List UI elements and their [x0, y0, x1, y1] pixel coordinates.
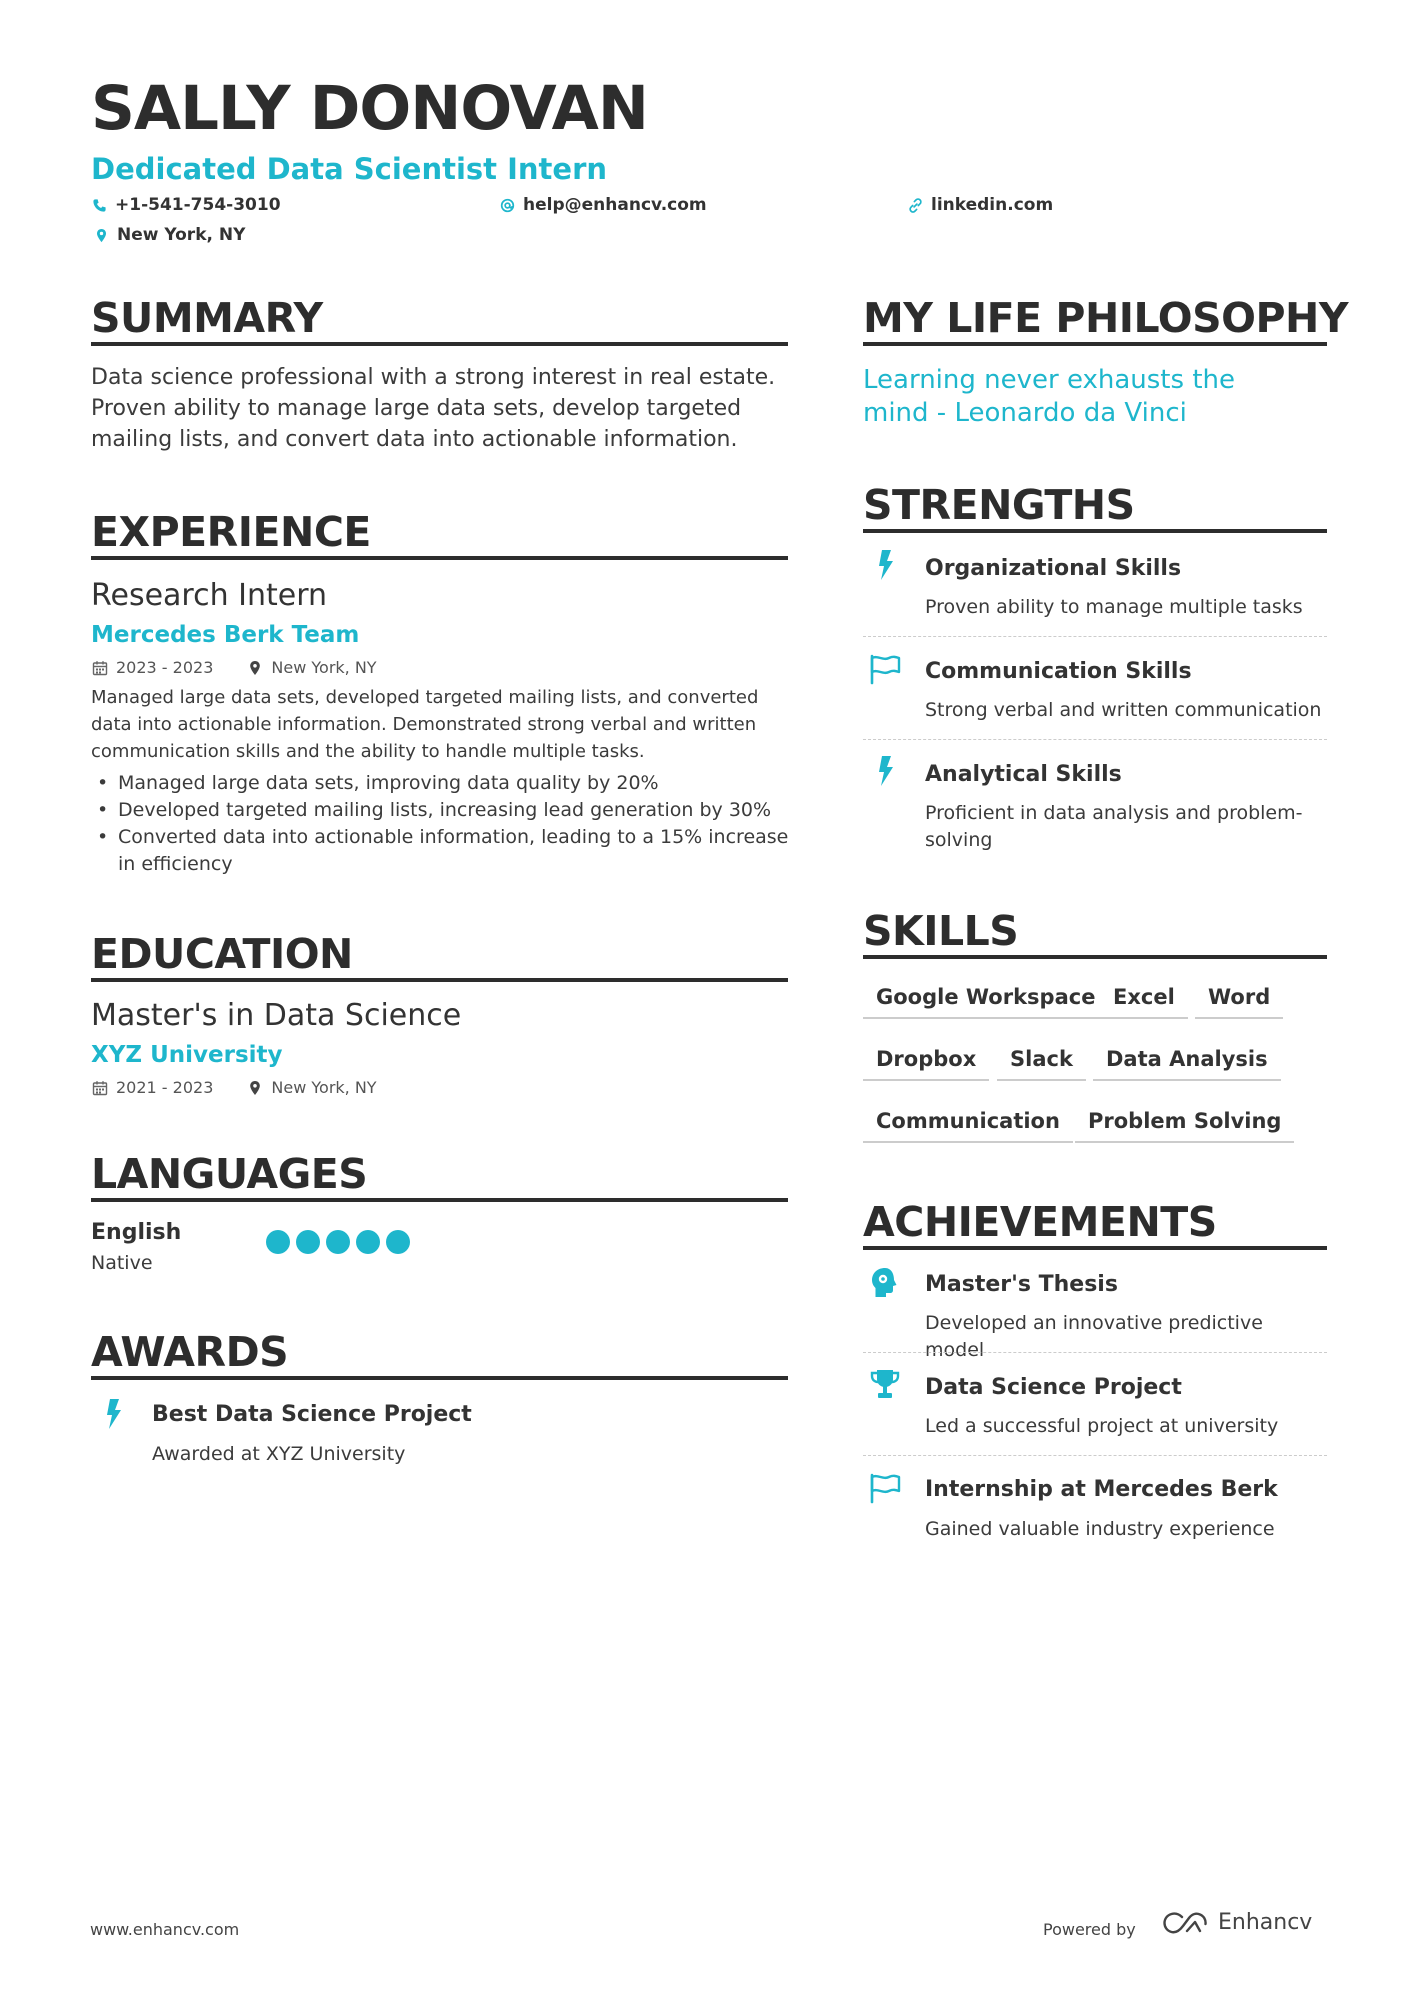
award-desc: Awarded at XYZ University [152, 1443, 406, 1465]
awards-rule [91, 1376, 788, 1380]
education-location: New York, NY [271, 1078, 377, 1097]
divider [863, 739, 1327, 740]
languages-rule [91, 1198, 788, 1202]
trophy-icon [868, 1367, 902, 1401]
strength-desc: Strong verbal and written communication [925, 699, 1322, 721]
strengths-rule [863, 529, 1327, 533]
job-description: Managed large data sets, developed targeted mailing lists, and converted data into actionable information. Demonstrated strong verbal and written communication skills and the ability to handle multiple tasks. [91, 687, 759, 762]
language-name: English [91, 1220, 182, 1245]
enhancv-logo[interactable] [1162, 1910, 1312, 1935]
bolt-icon [870, 754, 904, 788]
summary-text: Data science professional with a strong interest in real estate. Proven ability to manage large data sets, develop targeted mailing lists, and convert data into actionable information. [91, 365, 776, 452]
achievements-rule [863, 1246, 1327, 1250]
email-text: help@enhancv.com [523, 195, 707, 215]
divider [863, 1455, 1327, 1456]
achievement-desc: Gained valuable industry experience [925, 1518, 1275, 1540]
achievement-title: Data Science Project [925, 1375, 1182, 1400]
flag-icon [868, 1471, 902, 1505]
rating-dot [386, 1230, 410, 1254]
language-level: Native [91, 1252, 153, 1274]
skill-tag: Excel [1100, 985, 1188, 1019]
strength-desc: Proven ability to manage multiple tasks [925, 596, 1303, 618]
skill-tag: Slack [997, 1047, 1086, 1081]
rating-dot [296, 1230, 320, 1254]
job-role: Research Intern [91, 578, 328, 613]
candidate-name: SALLY DONOVAN [91, 73, 648, 144]
philosophy-heading: MY LIFE PHILOSOPHY [863, 294, 1349, 342]
skills-rule [863, 955, 1327, 959]
skill-tag: Communication [863, 1109, 1073, 1143]
flag-icon [868, 652, 902, 686]
location-pin-icon [247, 1080, 263, 1096]
footer-powered-by: Powered by [1043, 1920, 1136, 1939]
skill-tag: Dropbox [863, 1047, 989, 1081]
strength-title: Analytical Skills [925, 762, 1122, 787]
job-dates: 2023 - 2023 [116, 658, 214, 677]
education-rule [91, 978, 788, 982]
phone-icon [92, 198, 107, 213]
calendar-icon [92, 660, 108, 676]
divider [863, 1352, 1327, 1353]
skill-tag: Word [1195, 985, 1283, 1019]
education-meta [92, 1078, 377, 1097]
summary-rule [91, 342, 788, 346]
bolt-icon [870, 548, 904, 582]
philosophy-rule [863, 342, 1327, 346]
location-pin-icon [94, 228, 109, 243]
education-heading: EDUCATION [91, 930, 353, 978]
head-icon [868, 1266, 902, 1300]
philosophy-quote: Learning never exhausts the mind - Leonardo da Vinci [863, 365, 1235, 428]
experience-heading: EXPERIENCE [91, 508, 371, 556]
award-title: Best Data Science Project [152, 1402, 472, 1427]
contact-location [94, 225, 245, 245]
contact-phone[interactable] [92, 195, 281, 215]
job-company: Mercedes Berk Team [91, 622, 360, 648]
strength-title: Organizational Skills [925, 556, 1182, 581]
divider [863, 636, 1327, 637]
bolt-icon [98, 1397, 132, 1431]
achievements-heading: ACHIEVEMENTS [863, 1198, 1217, 1246]
strengths-heading: STRENGTHS [863, 481, 1135, 529]
experience-rule [91, 556, 788, 560]
contact-linkedin[interactable] [908, 195, 1053, 215]
calendar-icon [92, 1080, 108, 1096]
enhancv-brand-text: Enhancv [1218, 1910, 1313, 1935]
candidate-title: Dedicated Data Scientist Intern [91, 152, 608, 186]
achievement-desc: Led a successful project at university [925, 1415, 1279, 1437]
job-bullet: • Converted data into actionable information, leading to a 15% increase in efficiency [91, 824, 791, 878]
languages-heading: LANGUAGES [91, 1150, 368, 1198]
location-pin-icon [247, 660, 263, 676]
achievement-title: Internship at Mercedes Berk [925, 1477, 1278, 1502]
strength-title: Communication Skills [925, 659, 1192, 684]
phone-text: +1-541-754-3010 [115, 195, 281, 215]
skills-heading: SKILLS [863, 907, 1019, 955]
education-school: XYZ University [91, 1042, 283, 1068]
job-bullets [91, 770, 791, 878]
summary-heading: SUMMARY [91, 294, 323, 342]
job-bullet: • Developed targeted mailing lists, increasing lead generation by 30% [91, 797, 791, 824]
education-degree: Master's in Data Science [91, 998, 462, 1033]
at-icon [500, 198, 515, 213]
rating-dot [266, 1230, 290, 1254]
job-bullet: • Managed large data sets, improving data quality by 20% [91, 770, 791, 797]
awards-heading: AWARDS [91, 1328, 289, 1376]
linkedin-text: linkedin.com [931, 195, 1054, 215]
footer-website[interactable]: www.enhancv.com [90, 1920, 240, 1939]
achievement-title: Master's Thesis [925, 1272, 1118, 1297]
rating-dot [356, 1230, 380, 1254]
job-meta [92, 658, 377, 677]
contact-email[interactable] [500, 195, 707, 215]
link-icon [908, 198, 923, 213]
strength-desc: Proficient in data analysis and problem-solving [925, 802, 1303, 851]
enhancv-logo-icon [1162, 1911, 1208, 1935]
skill-tag: Problem Solving [1075, 1109, 1294, 1143]
achievement-desc: Developed an innovative predictive model [925, 1312, 1263, 1361]
job-location: New York, NY [271, 658, 377, 677]
education-dates: 2021 - 2023 [116, 1078, 214, 1097]
location-text: New York, NY [117, 225, 246, 245]
skill-tag: Google Workspace [863, 985, 1108, 1019]
skill-tag: Data Analysis [1093, 1047, 1281, 1081]
rating-dot [326, 1230, 350, 1254]
